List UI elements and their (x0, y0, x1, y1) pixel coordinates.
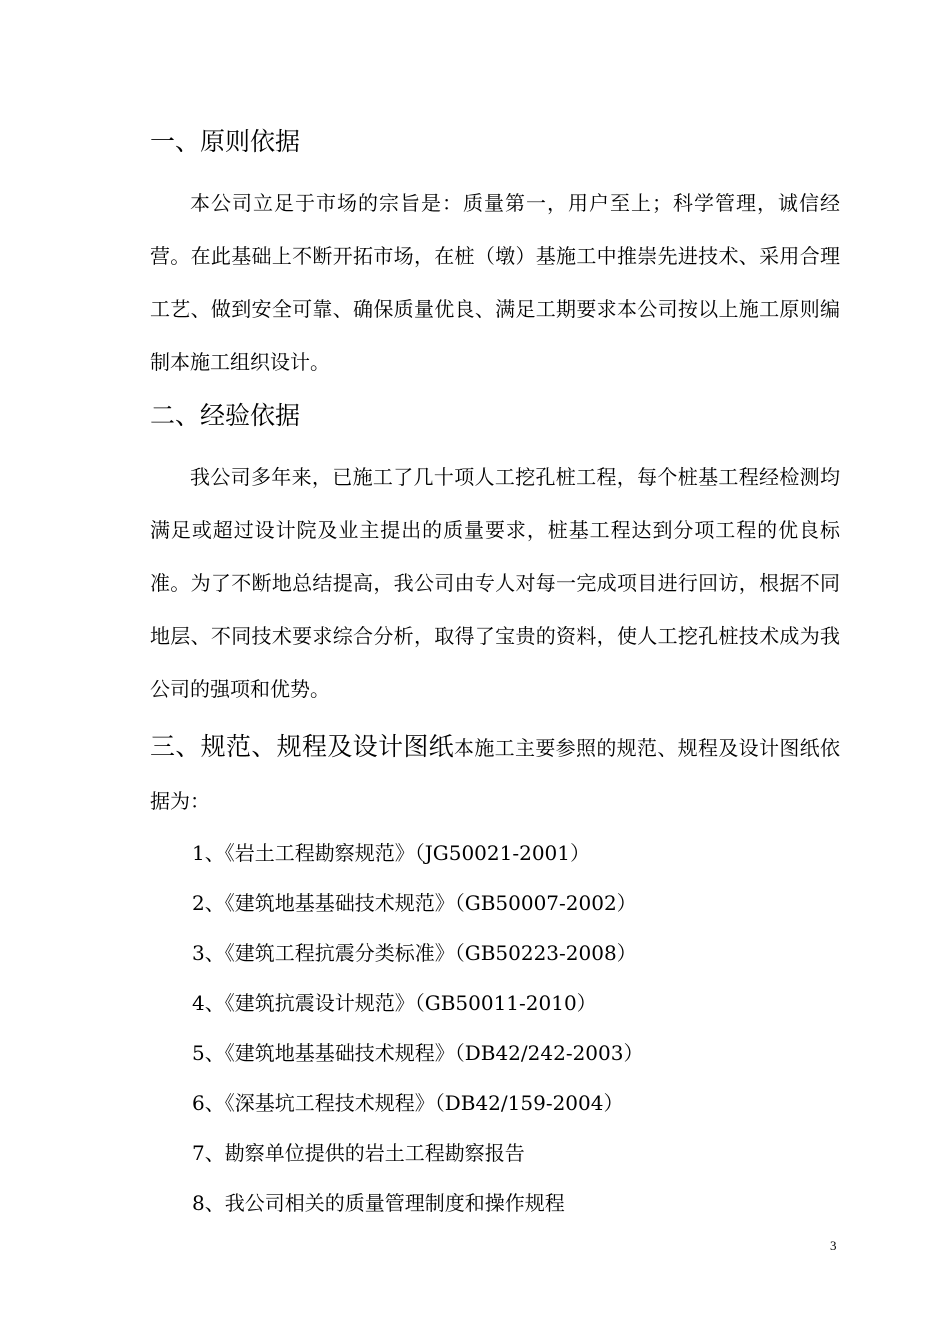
section-heading-experience: 二、经验依据 (150, 401, 301, 430)
section-standards (150, 720, 840, 828)
list-item: 3、《建筑工程抗震分类标准》（GB50223-2008） (192, 941, 637, 965)
list-item: 2、《建筑地基基础技术规范》（GB50007-2002） (192, 891, 637, 915)
list-item: 8、我公司相关的质量管理制度和操作规程 (192, 1191, 565, 1215)
list-item: 4、《建筑抗震设计规范》（GB50011-2010） (192, 991, 597, 1015)
section-heading-principles: 一、原则依据 (150, 127, 301, 156)
list-item: 7、勘察单位提供的岩土工程勘察报告 (192, 1141, 525, 1165)
section-paragraph-standards: 本施工主要参照的规范、规程及设计图纸依据为： (150, 736, 840, 813)
section-paragraph-principles: 本公司立足于市场的宗旨是：质量第一，用户至上；科学管理，诚信经营。在此基础上不断开拓市场，在桩（墩）基施工中推崇先进技术、采用合理工艺、做到安全可靠、确保质量优良、满足工期要求本公司按以上施工原则编制本施工组织设计。 (150, 191, 840, 374)
list-item: 5、《建筑地基基础技术规程》（DB42/242-2003） (192, 1041, 644, 1065)
section-heading-standards: 三、规范、规程及设计图纸 (150, 732, 454, 761)
reference-list (192, 828, 643, 1228)
list-item: 1、《岩土工程勘察规范》（JG50021-2001） (192, 841, 590, 865)
page-number: 3 (830, 1238, 837, 1253)
section-paragraph-experience: 我公司多年来，已施工了几十项人工挖孔桩工程，每个桩基工程经检测均满足或超过设计院及业主提出的质量要求，桩基工程达到分项工程的优良标准。为了不断地总结提高，我公司由专人对每一完成项目进行回访，根据不同地层、不同技术要求综合分析，取得了宝贵的资料，使人工挖孔桩技术成为我公司的强项和优势。 (150, 465, 840, 701)
list-item: 6、《深基坑工程技术规程》（DB42/159-2004） (192, 1091, 624, 1115)
